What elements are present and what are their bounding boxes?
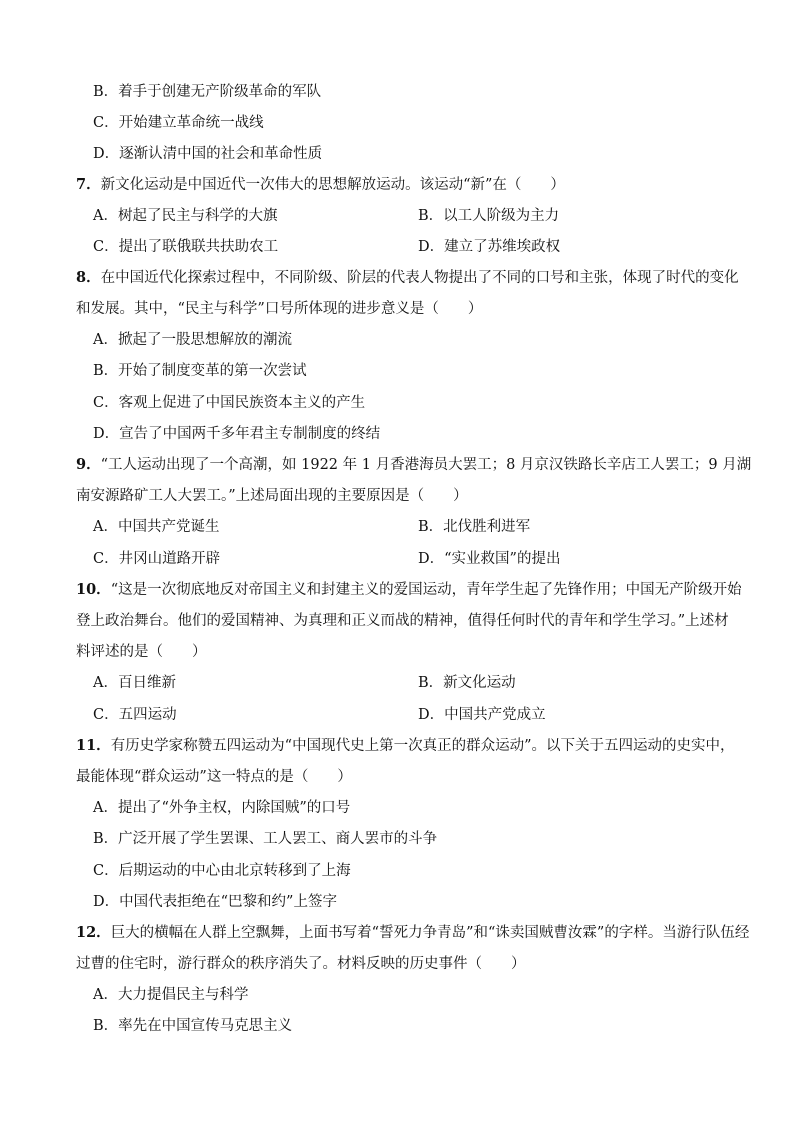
question-number: 7． bbox=[76, 176, 101, 193]
question-10-stem bbox=[76, 580, 742, 600]
question-text: 在中国近代化探索过程中，不同阶级、阶层的代表人物提出了不同的口号和主张，体现了时代的变化 bbox=[100, 270, 739, 286]
question-7-stem bbox=[76, 175, 565, 195]
question-9-stem-cont: 南安源路矿工人大罢工。”上述局面出现的主要原因是（ ） bbox=[76, 488, 468, 504]
question-8-stem-cont: 和发展。其中，“民主与科学”口号所体现的进步意义是（ ） bbox=[76, 301, 483, 317]
question-9-option-a: A．中国共产党诞生 bbox=[93, 519, 220, 535]
question-number: 11． bbox=[76, 737, 111, 754]
option-b-carry: B．着手于创建无产阶级革命的军队 bbox=[93, 84, 322, 100]
question-8-stem bbox=[76, 268, 739, 288]
question-9-option-d: D．“实业救国”的提出 bbox=[418, 551, 561, 567]
question-number: 8． bbox=[76, 269, 101, 286]
question-11-option-a: A．提出了“外争主权，内除国贼”的口号 bbox=[93, 800, 351, 816]
question-9-stem bbox=[76, 455, 751, 475]
question-9-option-c: C．井冈山道路开辟 bbox=[93, 551, 221, 567]
question-7-option-b: B．以工人阶级为主力 bbox=[418, 208, 560, 224]
question-11-stem-cont: 最能体现“群众运动”这一特点的是（ ） bbox=[76, 769, 352, 785]
question-8-option-a: A．掀起了一股思想解放的潮流 bbox=[93, 332, 292, 348]
option-d-carry: D．逐渐认清中国的社会和革命性质 bbox=[93, 146, 323, 162]
question-11-option-d: D．中国代表拒绝在“巴黎和约”上签字 bbox=[93, 894, 337, 910]
question-7-option-c: C．提出了联俄联共扶助农工 bbox=[93, 239, 279, 255]
question-10-option-a: A．百日维新 bbox=[93, 675, 176, 691]
question-12-stem-cont: 过曹的住宅时，游行群众的秩序消失了。材料反映的历史事件（ ） bbox=[76, 956, 526, 972]
question-10-option-c: C．五四运动 bbox=[93, 707, 177, 723]
question-11-option-b: B．广泛开展了学生罢课、工人罢工、商人罢市的斗争 bbox=[93, 831, 438, 847]
question-9-option-b: B．北伐胜利进军 bbox=[418, 519, 531, 535]
question-8-option-c: C．客观上促进了中国民族资本主义的产生 bbox=[93, 395, 366, 411]
question-10-stem-cont: 登上政治舞台。他们的爱国精神、为真理和正义而战的精神，值得任何时代的青年和学生学习。”上述材 bbox=[76, 613, 729, 629]
question-number: 10． bbox=[76, 581, 111, 598]
question-8-option-d: D．宣告了中国两千多年君主专制制度的终结 bbox=[93, 426, 381, 442]
question-12-option-a: A．大力提倡民主与科学 bbox=[93, 987, 249, 1003]
question-text: 新文化运动是中国近代一次伟大的思想解放运动。该运动“新”在（ ） bbox=[100, 177, 565, 193]
question-text: “这是一次彻底地反对帝国主义和封建主义的爱国运动，青年学生起了先锋作用；中国无产阶级开始 bbox=[110, 582, 742, 598]
question-12-option-b: B．率先在中国宣传马克思主义 bbox=[93, 1018, 293, 1034]
question-8-option-b: B．开始了制度变革的第一次尝试 bbox=[93, 363, 307, 379]
question-number: 9． bbox=[76, 456, 101, 473]
option-c-carry: C．开始建立革命统一战线 bbox=[93, 115, 264, 131]
question-10-stem-cont2: 料评述的是（ ） bbox=[76, 644, 207, 660]
question-12-stem bbox=[76, 923, 749, 943]
question-number: 12． bbox=[76, 924, 111, 941]
question-10-option-b: B．新文化运动 bbox=[418, 675, 516, 691]
question-7-option-d: D．建立了苏维埃政权 bbox=[418, 239, 561, 255]
question-11-stem bbox=[76, 736, 735, 756]
question-10-option-d: D．中国共产党成立 bbox=[418, 707, 546, 723]
question-text: “工人运动出现了一个高潮，如 1922 年 1 月香港海员大罢工；8 月京汉铁路长辛店工人罢工；9 月湖 bbox=[100, 457, 752, 473]
question-7-option-a: A．树起了民主与科学的大旗 bbox=[93, 208, 278, 224]
question-text: 巨大的横幅在人群上空飘舞，上面书写着“誓死力争青岛”和“诛卖国贼曹汝霖”的字样。当游行队伍经 bbox=[110, 925, 750, 941]
question-11-option-c: C．后期运动的中心由北京转移到了上海 bbox=[93, 863, 351, 879]
question-text: 有历史学家称赞五四运动为“中国现代史上第一次真正的群众运动”。以下关于五四运动的史实中， bbox=[110, 738, 735, 754]
